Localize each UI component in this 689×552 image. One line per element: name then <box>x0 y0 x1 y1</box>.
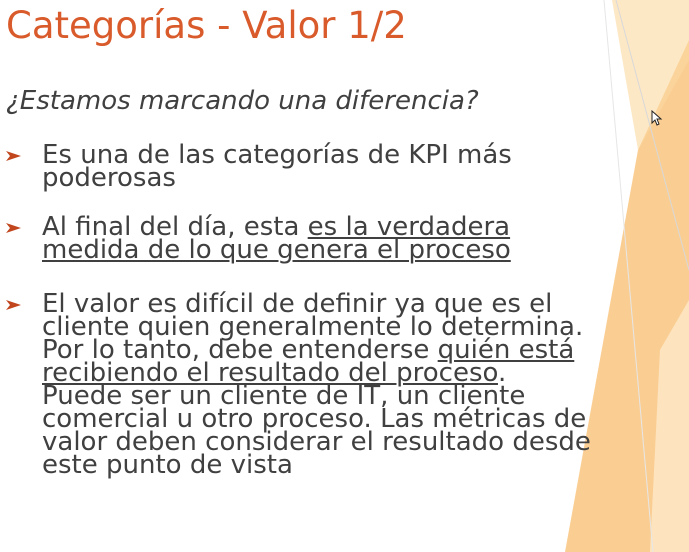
bullet-text <box>42 140 682 193</box>
bullet-line: El valor es difícil de definir ya que es el <box>42 289 553 319</box>
underlined-phrase: medida de lo que genera el proceso <box>42 235 511 265</box>
bullet-line: Puede ser un cliente de IT, un cliente <box>42 381 526 411</box>
mouse-pointer-icon <box>651 110 663 126</box>
bullet-text <box>42 212 682 265</box>
arrow-right-icon <box>6 150 21 162</box>
bullet-line: cliente quien generalmente lo determina. <box>42 312 584 342</box>
bullet-text <box>42 289 682 480</box>
arrow-right-icon <box>6 222 21 234</box>
bullet-line: este punto de vista <box>42 450 293 480</box>
bullet-line: Por lo tanto, debe entenderse <box>42 335 438 365</box>
slide-title: Categorías - Valor 1/2 <box>6 4 407 47</box>
bullet-line: comercial u otro proceso. Las métricas de <box>42 404 587 434</box>
underlined-phrase: recibiendo el resultado del proceso <box>42 358 498 388</box>
bullet-line: Es una de las categorías de KPI más <box>42 140 512 170</box>
underlined-phrase: quién está <box>437 335 575 365</box>
slide-subtitle: ¿Estamos marcando una diferencia? <box>6 86 479 116</box>
underlined-phrase: es la verdadera <box>307 212 511 242</box>
arrow-right-icon <box>6 299 21 311</box>
bullet-line: Al final del día, esta <box>42 212 308 242</box>
bullet-line: . <box>497 358 507 388</box>
bullet-line: poderosas <box>42 163 176 193</box>
bullet-line: valor deben considerar el resultado desde <box>42 427 591 457</box>
